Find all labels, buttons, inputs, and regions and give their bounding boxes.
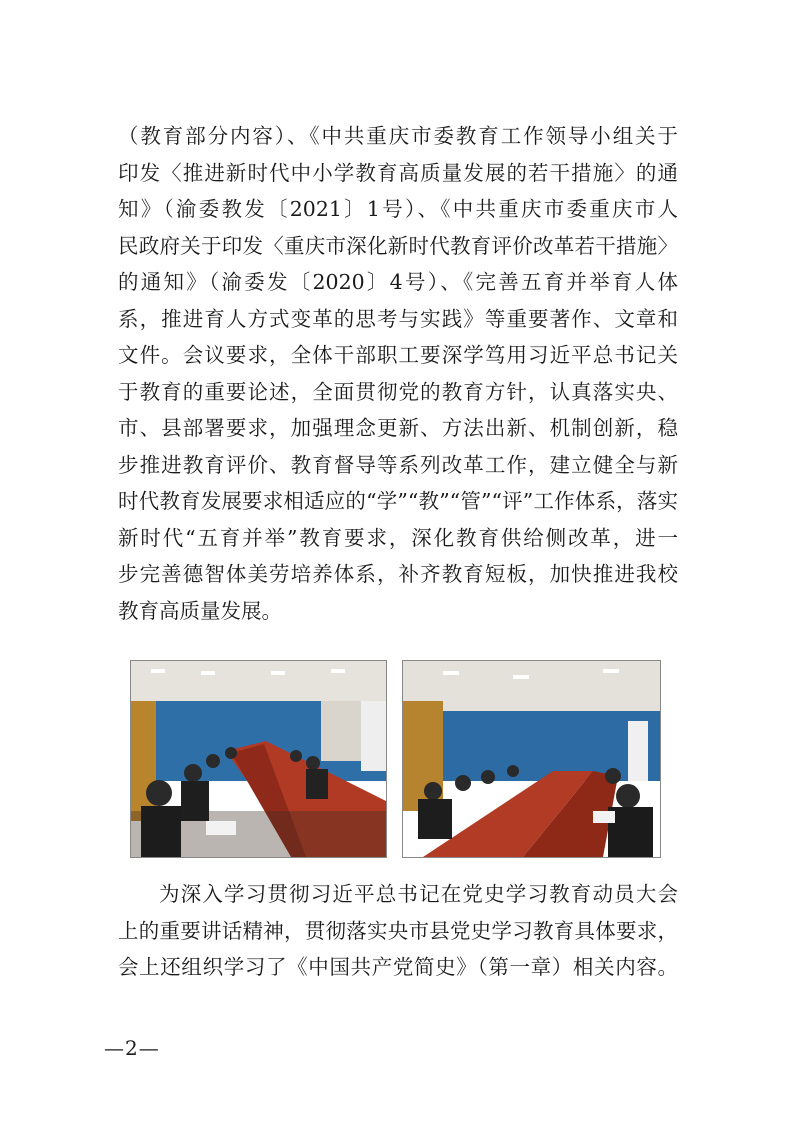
text-line: 文件。会议要求，全体干部职工要深学笃用习近平总书记关 xyxy=(118,343,678,367)
text-line: （教育部分内容）、《中共重庆市委教育工作领导小组关于 xyxy=(118,124,678,148)
text-line: 时代教育发展要求相适应的“学”“教”“管”“评”工作体系，落实 xyxy=(118,489,678,513)
text-line: 步完善德智体美劳培养体系，补齐教育短板，加快推进我校 xyxy=(118,562,678,586)
meeting-photo-left xyxy=(130,660,387,858)
paragraph-2 xyxy=(118,876,678,986)
meeting-room-photo-left-icon xyxy=(131,661,386,857)
text-line: 步推进教育评价、教育督导等系列改革工作，建立健全与新 xyxy=(118,452,678,477)
paragraph-1 xyxy=(118,118,678,629)
text-line: 市、县部署要求，加强理念更新、方法出新、机制创新，稳 xyxy=(118,416,678,440)
text-line: 为深入学习贯彻习近平总书记在党史学习教育动员大会 xyxy=(159,882,678,906)
text-line: 印发〈推进新时代中小学教育高质量发展的若干措施〉的通 xyxy=(118,160,678,185)
text-line: 教育高质量发展。 xyxy=(118,598,282,623)
meeting-room-photo-right-icon xyxy=(403,661,660,857)
text-line: 知》（渝委教发〔2021〕1号）、《中共重庆市委重庆市人 xyxy=(118,197,678,221)
text-line: 于教育的重要论述，全面贯彻党的教育方针，认真落实央、 xyxy=(118,379,678,404)
text-line: 新时代“五育并举”教育要求，深化教育供给侧改革，进一 xyxy=(118,525,678,550)
meeting-photo-right xyxy=(402,660,661,858)
text-line: 上的重要讲话精神，贯彻落实央市县党史学习教育具体要求， xyxy=(118,918,678,943)
page-number: —2— xyxy=(104,1036,160,1060)
photo-row xyxy=(130,660,660,856)
text-line: 的通知》（渝委发〔2020〕4号）、《完善五育并举育人体 xyxy=(118,270,678,294)
text-line: 会上还组织学习了《中国共产党简史》（第一章）相关内容。 xyxy=(118,955,678,979)
text-line: 民政府关于印发〈重庆市深化新时代教育评价改革若干措施〉 xyxy=(118,233,678,258)
text-line: 系，推进育人方式变革的思考与实践》等重要著作、文章和 xyxy=(118,306,678,331)
